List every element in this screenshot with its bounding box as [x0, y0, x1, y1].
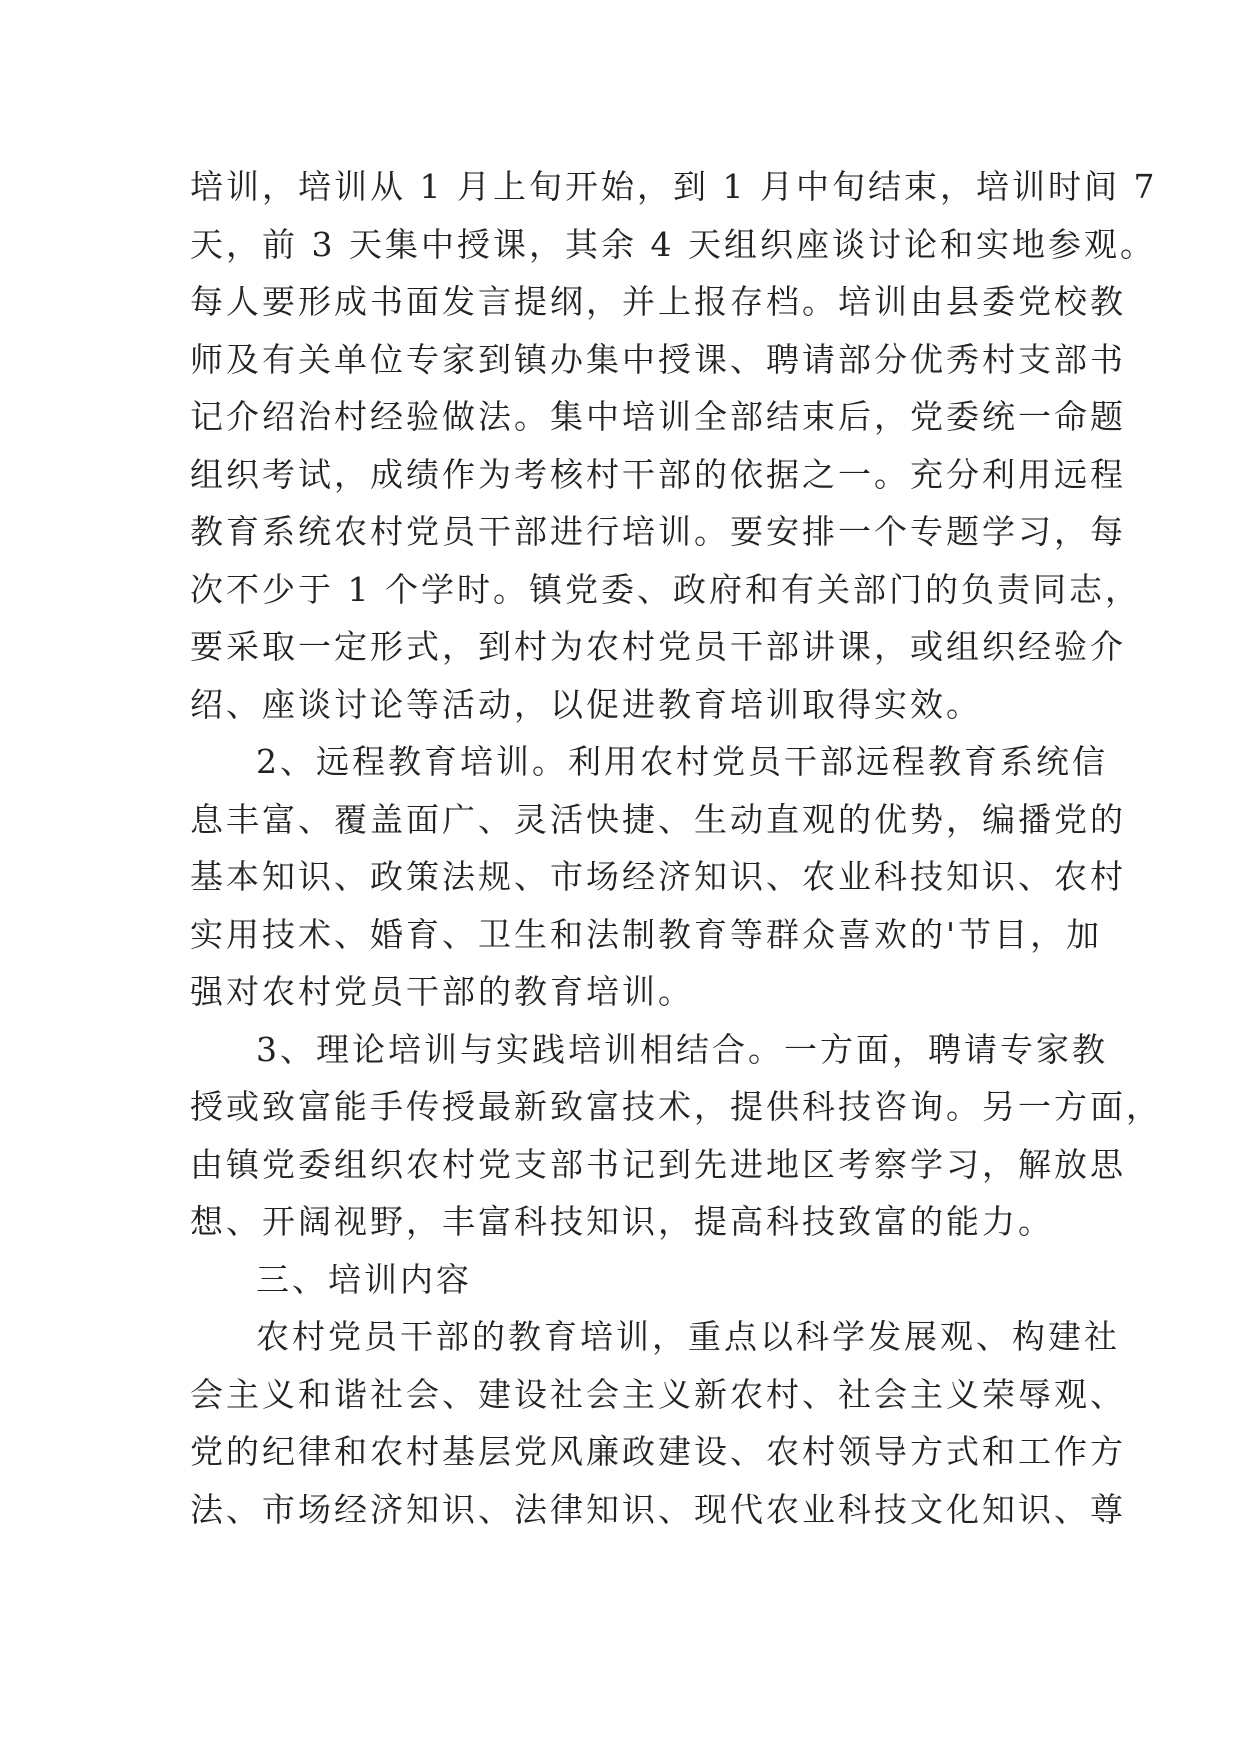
- text-line: 想、开阔视野，丰富科技知识，提高科技致富的能力。: [190, 1202, 1054, 1241]
- section-heading: 三、培训内容: [256, 1259, 472, 1299]
- text-line: 由镇党委组织农村党支部书记到先进地区考察学习，解放思: [190, 1144, 1126, 1184]
- paragraph-start-line: 农村党员干部的教育培训，重点以科学发展观、构建社: [256, 1317, 1120, 1356]
- document-body: [190, 158, 1162, 1538]
- text-line: 教育系统农村党员干部进行培训。要安排一个专题学习，每: [190, 512, 1126, 551]
- text-line: 党的纪律和农村基层党风廉政建设、农村领导方式和工作方: [190, 1432, 1126, 1471]
- text-line: 息丰富、覆盖面广、灵活快捷、生动直观的优势，编播党的: [190, 799, 1126, 839]
- text-line: 每人要形成书面发言提纲，并上报存档。培训由县委党校教: [190, 282, 1126, 321]
- text-line: 要采取一定形式，到村为农村党员干部讲课，或组织经验介: [190, 627, 1126, 666]
- text-line: 基本知识、政策法规、市场经济知识、农业科技知识、农村: [190, 857, 1126, 896]
- text-line: 培训，培训从 1 月上旬开始，到 1 月中旬结束，培训时间 7: [190, 167, 1158, 206]
- text-line: 天，前 3 天集中授课，其余 4 天组织座谈讨论和实地参观。: [190, 224, 1156, 264]
- paragraph-start-line: 3、理论培训与实践培训相结合。一方面，聘请专家教: [256, 1029, 1108, 1069]
- text-line: 记介绍治村经验做法。集中培训全部结束后，党委统一命题: [190, 397, 1126, 436]
- text-line: 组织考试，成绩作为考核村干部的依据之一。充分利用远程: [190, 454, 1126, 494]
- text-line: 绍、座谈讨论等活动，以促进教育培训取得实效。: [190, 684, 982, 724]
- text-line: 强对农村党员干部的教育培训。: [190, 972, 694, 1011]
- text-line: 会主义和谐社会、建设社会主义新农村、社会主义荣辱观、: [190, 1374, 1126, 1414]
- text-line: 师及有关单位专家到镇办集中授课、聘请部分优秀村支部书: [190, 339, 1126, 379]
- text-line: 授或致富能手传授最新致富技术，提供科技咨询。另一方面，: [190, 1087, 1162, 1126]
- text-line: 法、市场经济知识、法律知识、现代农业科技文化知识、尊: [190, 1489, 1126, 1529]
- paragraph-start-line: 2、远程教育培训。利用农村党员干部远程教育系统信: [256, 742, 1108, 781]
- text-line: 实用技术、婚育、卫生和法制教育等群众喜欢的'节目，加: [190, 914, 1103, 954]
- text-line: 次不少于 1 个学时。镇党委、政府和有关部门的负责同志，: [190, 569, 1141, 609]
